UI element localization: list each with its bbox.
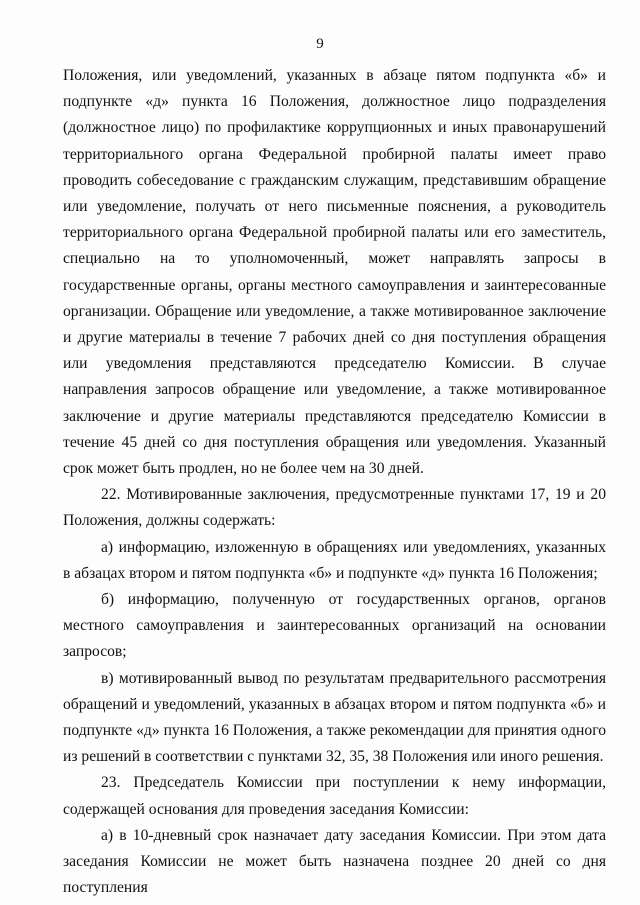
paragraph-23: 23. Председатель Комиссии при поступлении к нему информации, содержащей основания для проведения заседания Комиссии: — [63, 774, 606, 818]
document-body — [63, 63, 606, 902]
paragraph-23-item-a: а) в 10-дневный срок назначает дату заседания Комиссии. При этом дата заседания Комиссии не может быть назначена позднее 20 дней со дня поступления — [63, 826, 606, 897]
paragraph-22-item-a: а) информацию, изложенную в обращениях или уведомлениях, указанных в абзацах втором и пятом подпункта «б» и подпункте «д» пункта 16 Положения; — [63, 538, 606, 582]
paragraph-22-item-v: в) мотивированный вывод по результатам предварительного рассмотрения обращений и уведомлений, указанных в абзацах втором и пятом подпункта «б» и подпункте «д» пункта 16 Положения, а также рекомендации для принятия одного из решений в соответствии с пунктами 32, 35, 38 Положения или иного решения. — [63, 669, 606, 766]
paragraph-21-continuation: Положения, или уведомлений, указанных в абзаце пятом подпункта «б» и подпункте «д» пункта 16 Положения, должностное лицо подразделения (должностное лицо) по профилактике коррупционных и иных правонарушений территориального органа Федеральной пробирной палаты имеет право проводить собеседование с гражданским служащим, представившим обращение или уведомление, получать от него письменные пояснения, а руководитель территориального органа Федеральной пробирной палаты или его заместитель, специально на то уполномоченный, может направлять запросы в государственные органы, органы местного самоуправления и заинтересованные организации. Обращение или уведомление, а также мотивированное заключение и другие материалы в течение 7 рабочих дней со дня поступления обращения или уведомления представляются председателю Комиссии. В случае направления запросов обращение или уведомление, а также мотивированное заключение и другие материалы представляются председателю Комиссии в течение 45 дней со дня поступления обращения или уведомления. Указанный срок может быть продлен, но не более чем на 30 дней. — [63, 67, 606, 478]
paragraph-22-item-b: б) информацию, полученную от государственных органов, органов местного самоуправления и заинтересованных организаций на основании запросов; — [63, 591, 606, 661]
page-number: 9 — [316, 36, 324, 52]
paragraph-22: 22. Мотивированные заключения, предусмотренные пунктами 17, 19 и 20 Положения, должны содержать: — [63, 486, 606, 530]
